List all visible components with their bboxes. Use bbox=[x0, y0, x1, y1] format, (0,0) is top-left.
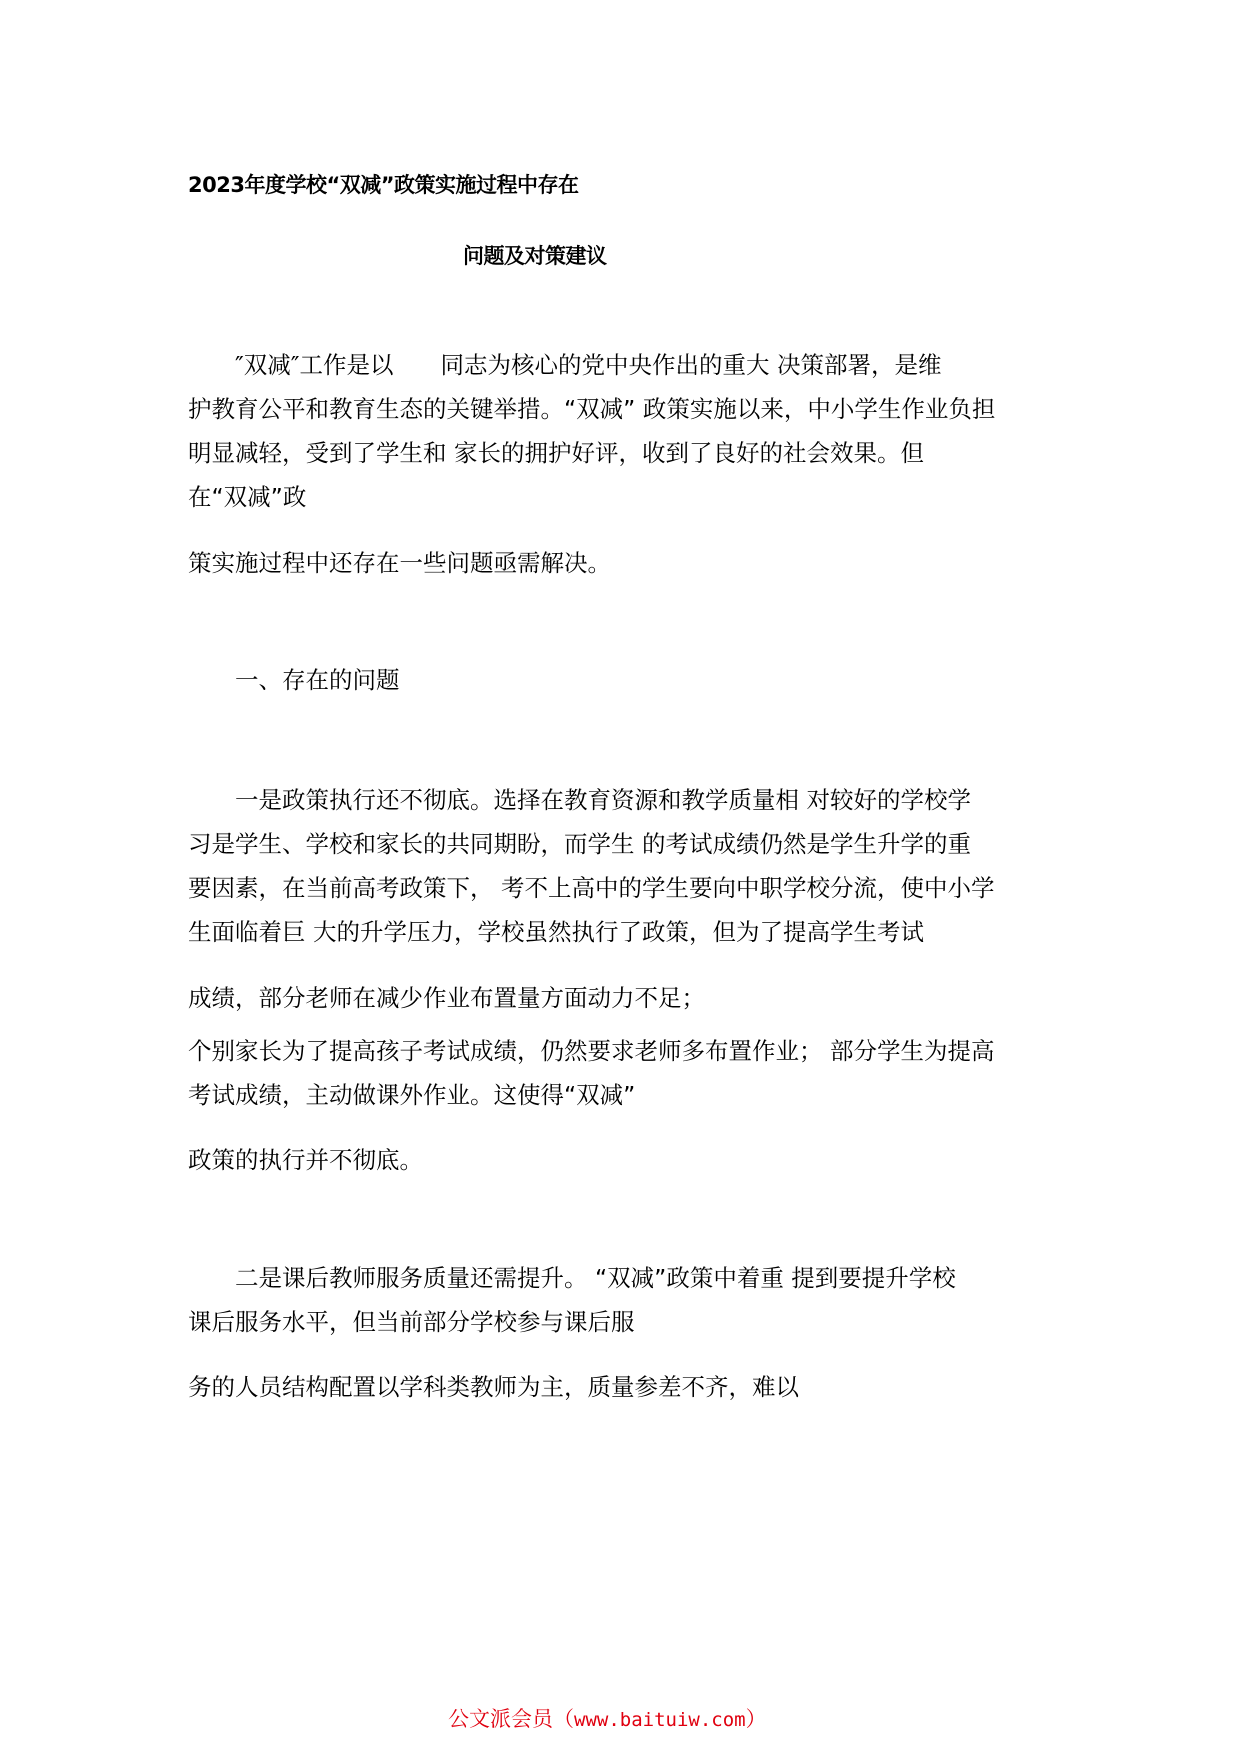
paragraph-line: 生面临着巨 大的升学压力，学校虽然执行了政策，但为了提高学生考试 bbox=[188, 918, 924, 946]
footer-close-paren: ） bbox=[745, 1707, 767, 1731]
paragraph-line: 政策的执行并不彻底。 bbox=[188, 1146, 423, 1174]
footer-watermark bbox=[448, 1705, 767, 1734]
paragraph-line: 课后服务水平，但当前部分学校参与课后服 bbox=[188, 1308, 635, 1336]
document-title-line1: 2023年度学校“双减”政策实施过程中存在 bbox=[188, 173, 579, 197]
paragraph-line: 要因素，在当前高考政策下， 考不上高中的学生要向中职学校分流，使中小学 bbox=[188, 874, 995, 902]
paragraph-line: 在“双减”政 bbox=[188, 483, 307, 511]
paragraph-line: 考试成绩，主动做课外作业。这使得“双减” bbox=[188, 1081, 636, 1109]
paragraph-line: 明显减轻，受到了学生和 家长的拥护好评，收到了良好的社会效果。但 bbox=[188, 439, 924, 467]
paragraph-line: ″双减″工作是以 同志为核心的党中央作出的重大 决策部署，是维 bbox=[188, 351, 942, 379]
paragraph-line: 策实施过程中还存在一些问题亟需解决。 bbox=[188, 549, 611, 577]
document-title-line2: 问题及对策建议 bbox=[463, 244, 607, 268]
paragraph-line: 护教育公平和教育生态的关键举措。“双减” 政策实施以来，中小学生作业负担 bbox=[188, 395, 996, 423]
footer-open-paren: （ bbox=[553, 1707, 574, 1731]
paragraph-line: 务的人员结构配置以学科类教师为主，质量参差不齐，难以 bbox=[188, 1373, 799, 1401]
paragraph-line: 个别家长为了提高孩子考试成绩，仍然要求老师多布置作业； 部分学生为提高 bbox=[188, 1037, 995, 1065]
footer-label: 公文派会员 bbox=[448, 1707, 553, 1731]
section-heading: 一、存在的问题 bbox=[188, 666, 400, 694]
paragraph-line: 成绩，部分老师在减少作业布置量方面动力不足； bbox=[188, 984, 705, 1012]
paragraph-line: 二是课后教师服务质量还需提升。 “双减”政策中着重 提到要提升学校 bbox=[188, 1264, 956, 1292]
footer-url-link[interactable]: www.baituiw.com bbox=[574, 1709, 746, 1731]
paragraph-line: 一是政策执行还不彻底。选择在教育资源和教学质量相 对较好的学校学 bbox=[188, 786, 971, 814]
paragraph-line: 习是学生、学校和家长的共同期盼，而学生 的考试成绩仍然是学生升学的重 bbox=[188, 830, 971, 858]
